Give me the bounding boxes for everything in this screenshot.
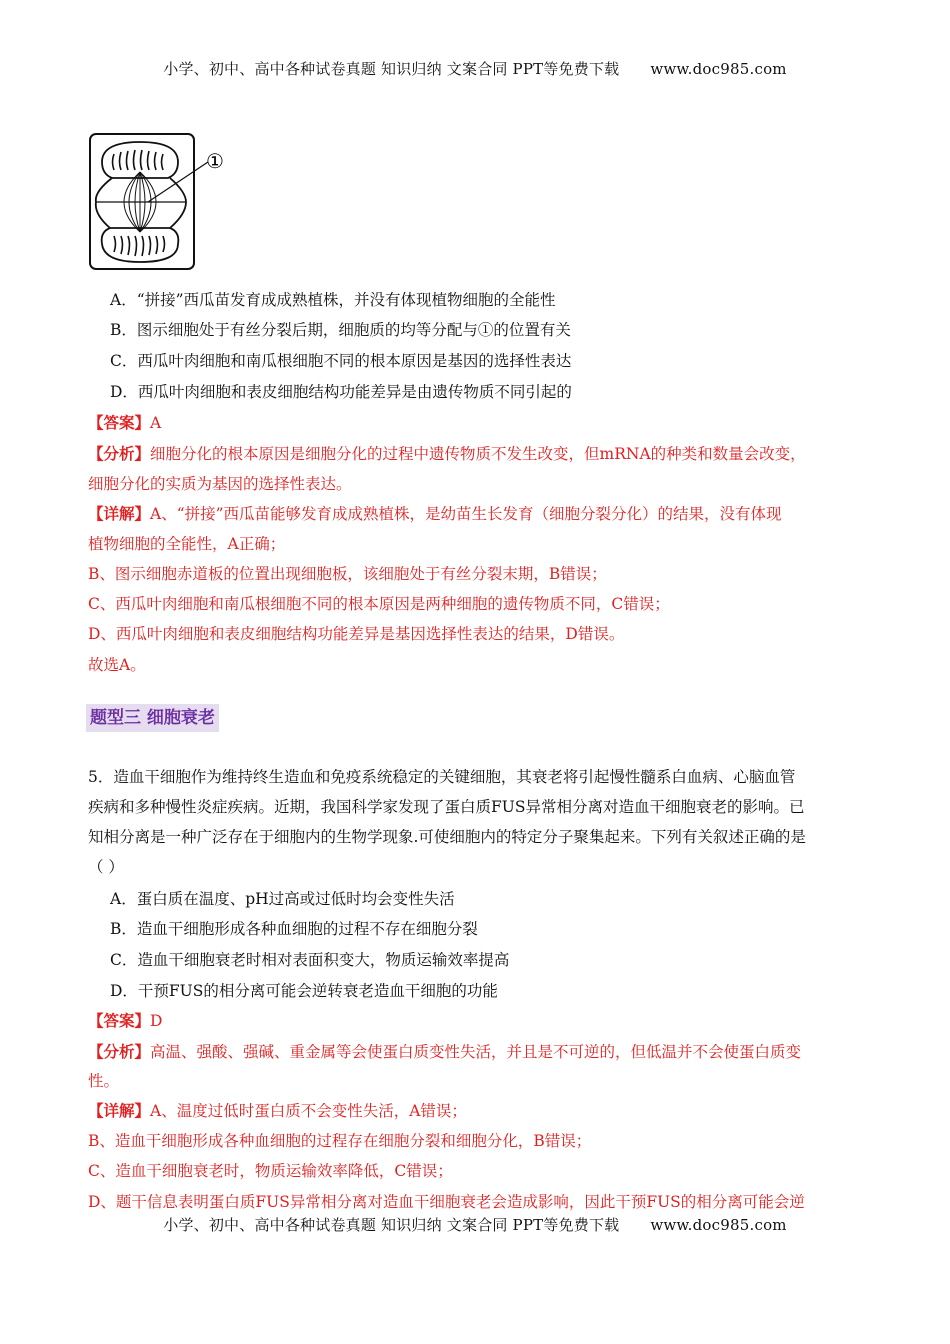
analysis-tag: 【分析】 — [88, 1042, 151, 1061]
q4-option-c: C．西瓜叶肉细胞和南瓜根细胞不同的根本原因是基因的选择性表达 — [110, 352, 572, 370]
q5-option-d: D．干预FUS的相分离可能会逆转衰老造血干细胞的功能 — [110, 982, 498, 1000]
analysis-text: 细胞分化的根本原因是细胞分化的过程中遗传物质不发生改变，但mRNA的种类和数量会改变， — [150, 445, 806, 463]
footer-text: 小学、初中、高中各种试卷真题 知识归纳 文案合同 PPT等免费下载 — [163, 1216, 620, 1234]
figure-label: ① — [206, 149, 224, 173]
q5-detail-line-1 — [88, 1101, 467, 1121]
q5-analysis-line-2: 性。 — [88, 1072, 120, 1090]
q5-option-c: C．造血干细胞衰老时相对表面积变大，物质运输效率提高 — [110, 951, 510, 969]
detail-text: A、“拼接”西瓜苗能够发育成成熟植株，是幼苗生长发育（细胞分裂分化）的结果，没有体现 — [150, 505, 782, 523]
q4-detail-line-1 — [88, 504, 782, 524]
q5-option-a: A．蛋白质在温度、pH过高或过低时均会变性失活 — [110, 890, 455, 908]
answer-value: A — [150, 414, 162, 432]
answer-value: D — [150, 1012, 163, 1030]
q5-detail-line-3: C、造血干细胞衰老时，物质运输效率降低，C错误； — [88, 1162, 453, 1180]
q4-option-b: B．图示细胞处于有丝分裂后期，细胞质的均等分配与①的位置有关 — [110, 321, 571, 339]
q4-detail-line-3: B、图示细胞赤道板的位置出现细胞板，该细胞处于有丝分裂末期，B错误； — [88, 565, 607, 583]
footer-url[interactable]: www.doc985.com — [650, 1216, 787, 1234]
answer-tag: 【答案】 — [88, 413, 151, 432]
header-text: 小学、初中、高中各种试卷真题 知识归纳 文案合同 PPT等免费下载 — [163, 60, 620, 78]
detail-tag: 【详解】 — [88, 504, 151, 523]
q4-detail-line-5: D、西瓜叶肉细胞和表皮细胞结构功能差异是基因选择性表达的结果，D错误。 — [88, 625, 625, 643]
page-footer — [0, 1214, 950, 1235]
q5-detail-line-4: D、题干信息表明蛋白质FUS异常相分离对造血干细胞衰老会造成影响，因此干预FUS的相分离可能会逆 — [88, 1193, 805, 1211]
q4-option-d: D．西瓜叶肉细胞和表皮细胞结构功能差异是由遗传物质不同引起的 — [110, 383, 572, 401]
q5-analysis-line-1 — [88, 1042, 801, 1062]
detail-text: A、温度过低时蛋白质不会变性失活，A错误； — [150, 1102, 467, 1120]
cell-division-figure — [88, 132, 238, 276]
q5-option-b: B．造血干细胞形成各种血细胞的过程不存在细胞分裂 — [110, 920, 478, 938]
q5-detail-line-2: B、造血干细胞形成各种血细胞的过程存在细胞分裂和细胞分化，B错误； — [88, 1132, 592, 1150]
q4-analysis-line-1 — [88, 444, 806, 464]
q4-answer — [88, 413, 161, 433]
section-title: 题型三 细胞衰老 — [86, 704, 219, 732]
q4-option-a: A．“拼接”西瓜苗发育成成熟植株，并没有体现植物细胞的全能性 — [110, 291, 556, 309]
q5-stem-line-1: 5．造血干细胞作为维持终生造血和免疫系统稳定的关键细胞，其衰老将引起慢性髓系白血病、心脑血管 — [88, 768, 796, 786]
answer-tag: 【答案】 — [88, 1011, 151, 1030]
q5-stem-line-3: 知相分离是一种广泛存在于细胞内的生物学现象.可使细胞内的特定分子聚集起来。下列有关叙述正确的是 — [88, 828, 806, 846]
detail-tag: 【详解】 — [88, 1101, 151, 1120]
q5-answer — [88, 1011, 162, 1031]
q4-detail-line-4: C、西瓜叶肉细胞和南瓜根细胞不同的根本原因是两种细胞的遗传物质不同，C错误； — [88, 595, 670, 613]
q5-stem-line-4: （ ） — [88, 858, 124, 876]
analysis-text: 高温、强酸、强碱、重金属等会使蛋白质变性失活，并且是不可逆的，但低温并不会使蛋白质变 — [150, 1043, 802, 1061]
analysis-tag: 【分析】 — [88, 444, 151, 463]
q4-conclusion: 故选A。 — [88, 656, 146, 674]
q5-stem-line-2: 疾病和多种慢性炎症疾病。近期，我国科学家发现了蛋白质FUS异常相分离对造血干细胞衰老的影响。已 — [88, 798, 805, 816]
q4-analysis-line-2: 细胞分化的实质为基因的选择性表达。 — [88, 475, 352, 493]
q4-detail-line-2: 植物细胞的全能性，A正确； — [88, 535, 286, 553]
header-url[interactable]: www.doc985.com — [650, 60, 787, 78]
page-header — [0, 58, 950, 79]
